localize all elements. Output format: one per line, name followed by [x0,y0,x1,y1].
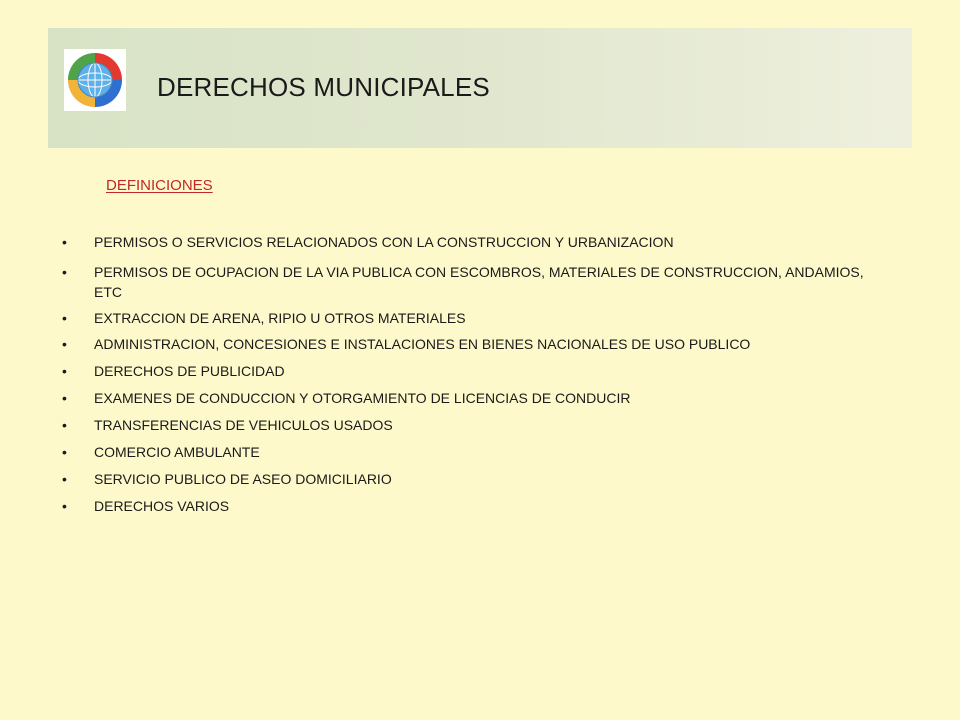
list-item [62,442,864,462]
list-item [62,361,864,381]
list-item [62,496,864,516]
section-subtitle-link[interactable]: DEFINICIONES [106,177,213,194]
bullet-icon: • [62,234,67,250]
list-item-text: EXAMENES DE CONDUCCION Y OTORGAMIENTO DE LICENCIAS DE CONDUCIR [94,390,631,406]
bullet-icon: • [62,417,67,433]
bullet-icon: • [62,471,67,487]
list-item [62,262,864,302]
list-item [62,415,864,435]
bullet-icon: • [62,444,67,460]
bullet-icon: • [62,264,67,280]
bullet-icon: • [62,498,67,514]
list-item-text: TRANSFERENCIAS DE VEHICULOS USADOS [94,417,393,433]
list-item-text: EXTRACCION DE ARENA, RIPIO U OTROS MATERIALES [94,310,466,326]
list-item-text: PERMISOS DE OCUPACION DE LA VIA PUBLICA CON ESCOMBROS, MATERIALES DE CONSTRUCCION, ANDAMIOS, ETC [94,264,864,300]
globe-hands-logo-icon [64,49,126,111]
list-item-text: PERMISOS O SERVICIOS RELACIONADOS CON LA CONSTRUCCION Y URBANIZACION [94,234,674,250]
list-item [62,232,864,252]
list-item-text: SERVICIO PUBLICO DE ASEO DOMICILIARIO [94,471,392,487]
bullet-icon: • [62,390,67,406]
bullet-icon: • [62,336,67,352]
list-item-text: COMERCIO AMBULANTE [94,444,260,460]
list-item [62,308,864,328]
page-title: DERECHOS MUNICIPALES [157,72,490,102]
list-item [62,334,864,354]
list-item-text: DERECHOS DE PUBLICIDAD [94,363,285,379]
list-item [62,469,864,489]
list-item [62,388,864,408]
list-item-text: DERECHOS VARIOS [94,498,230,514]
list-item-text: ADMINISTRACION, CONCESIONES E INSTALACIONES EN BIENES NACIONALES DE USO PUBLICO [94,336,751,352]
bullet-icon: • [62,310,67,326]
bullet-icon: • [62,363,67,379]
